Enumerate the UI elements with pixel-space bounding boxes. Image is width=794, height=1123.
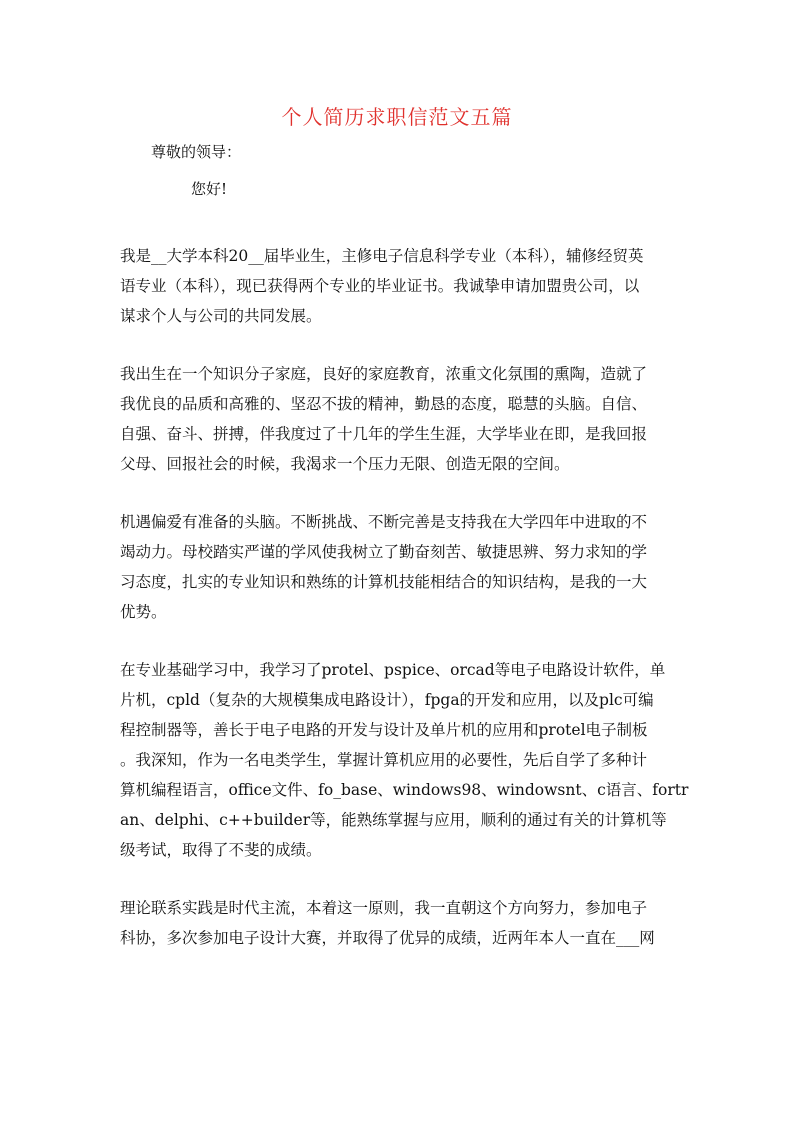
paragraph-line: 机遇偏爱有准备的头脑。不断挑战、不断完善是支持我在大学四年中进取的不 [120, 513, 648, 531]
paragraph-line: 片机，cpld（复杂的大规模集成电路设计），fpga的开发和应用，以及plc可编 [120, 691, 654, 709]
paragraph-line: 理论联系实践是时代主流，本着这一原则，我一直朝这个方向努力，参加电子 [120, 899, 648, 917]
paragraph-line: 我是__大学本科20__届毕业生，主修电子信息科学专业（本科），辅修经贸英 [120, 247, 644, 265]
paragraph-line: 科协，多次参加电子设计大赛，并取得了优异的成绩，近两年本人一直在___网 [120, 929, 655, 947]
body-paragraph [120, 893, 672, 953]
paragraph-line: 竭动力。母校踏实严谨的学风使我树立了勤奋刻苦、敏捷思辨、努力求知的学 [120, 543, 648, 561]
paragraph-line: an、delphi、c++builder等，能熟练掌握与应用，顺利的通过有关的计算机等 [120, 811, 667, 829]
letter-body [120, 241, 689, 981]
greeting: 您好! [191, 180, 228, 198]
body-paragraph [120, 655, 689, 865]
paragraph-line: 。我深知，作为一名电类学生，掌握计算机应用的必要性，先后自学了多种计 [120, 751, 648, 769]
paragraph-line: 习态度，扎实的专业知识和熟练的计算机技能相结合的知识结构，是我的一大 [120, 573, 648, 591]
paragraph-line: 谋求个人与公司的共同发展。 [120, 307, 322, 325]
paragraph-line: 自强、奋斗、拼搏，伴我度过了十几年的学生生涯，大学毕业在即，是我回报 [120, 425, 648, 443]
paragraph-line: 优势。 [120, 603, 167, 621]
paragraph-line: 父母、回报社会的时候，我渴求一个压力无限、创造无限的空间。 [120, 455, 570, 473]
document-title: 个人简历求职信范文五篇 [281, 105, 513, 129]
paragraph-line: 算机编程语言，office文件、fo_base、windows98、windowsnt、c语言、fortr [120, 781, 689, 799]
paragraph-line: 我出生在一个知识分子家庭，良好的家庭教育，浓重文化氛围的熏陶，造就了 [120, 365, 648, 383]
body-paragraph [120, 507, 672, 627]
body-paragraph [120, 359, 672, 479]
paragraph-line: 在专业基础学习中，我学习了protel、pspice、orcad等电子电路设计软件，单 [120, 661, 666, 679]
body-paragraph [120, 241, 672, 331]
paragraph-line: 语专业（本科），现已获得两个专业的毕业证书。我诚挚申请加盟贵公司，以 [120, 277, 640, 295]
paragraph-line: 程控制器等，善长于电子电路的开发与设计及单片机的应用和protel电子制板 [120, 721, 648, 739]
paragraph-line: 我优良的品质和高雅的、坚忍不拔的精神，勤恳的态度，聪慧的头脑。自信、 [120, 395, 648, 413]
salutation: 尊敬的领导： [151, 143, 242, 161]
paragraph-line: 级考试，取得了不斐的成绩。 [120, 841, 322, 859]
